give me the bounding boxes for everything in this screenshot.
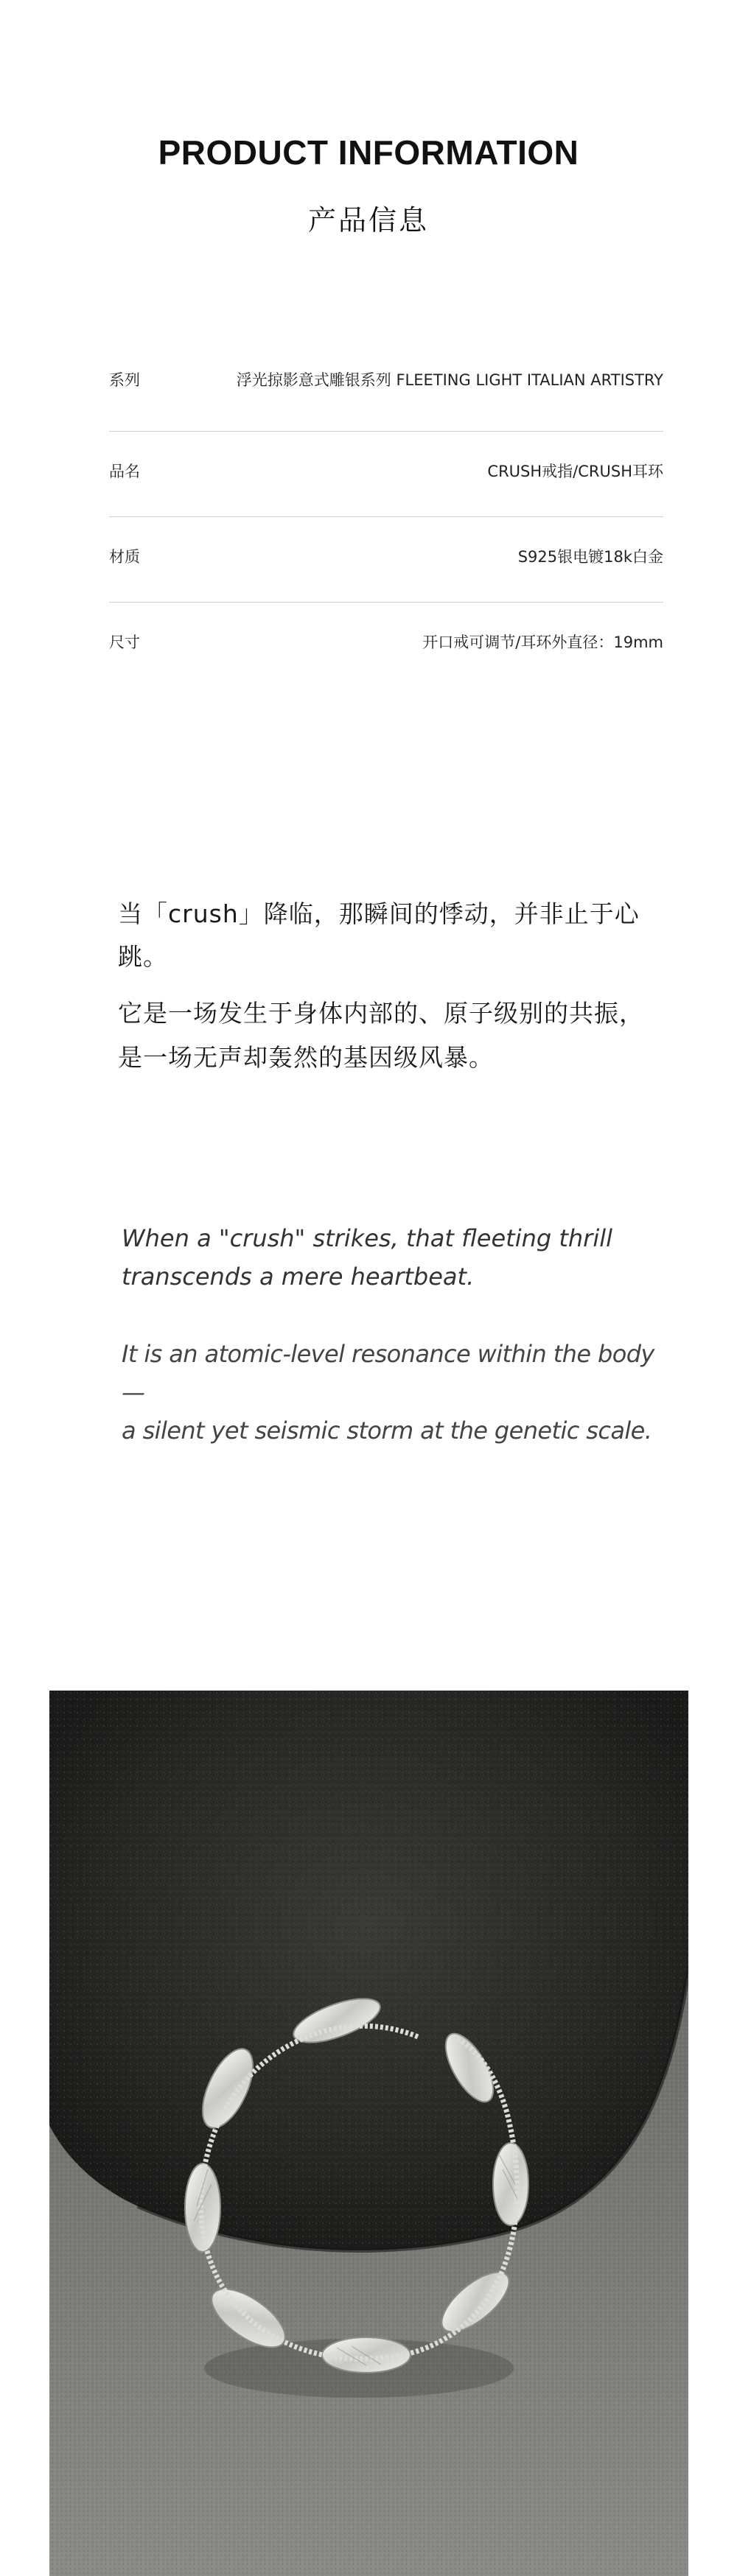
copy-en-line: It is an atomic-level resonance within the body—: [122, 1340, 654, 1406]
copy-en-line: a silent yet seismic storm at the genetic scale.: [122, 1417, 652, 1445]
spec-label: 尺寸: [109, 634, 140, 651]
copy-zh-paragraph-2: [118, 992, 663, 1079]
spec-label: 材质: [109, 548, 140, 566]
copy-zh-paragraph-1: [118, 893, 663, 978]
spec-label: 品名: [109, 463, 140, 480]
product-photo: [49, 1691, 688, 2576]
spec-row-series: [109, 346, 663, 432]
page-title-zh: 产品信息: [307, 204, 429, 236]
spec-table: [109, 346, 663, 687]
copy-en-paragraph-2: [122, 1335, 667, 1450]
spec-label: 系列: [109, 371, 140, 389]
spec-row-name: [109, 432, 663, 517]
spec-row-material: [109, 517, 663, 603]
copy-en-line: When a "crush" strikes, that fleeting thrill: [122, 1224, 612, 1252]
spec-value: 开口戒可调节/耳环外直径：19mm: [422, 634, 663, 651]
spec-value: 浮光掠影意式雕银系列 FLEETING LIGHT ITALIAN ARTISTRY: [236, 371, 663, 389]
spec-value: CRUSH戒指/CRUSH耳环: [487, 463, 663, 480]
copy-zh-line: 是一场无声却轰然的基因级风暴。: [118, 1043, 494, 1072]
spec-value: S925银电镀18k白金: [517, 548, 663, 566]
copy-en-line: transcends a mere heartbeat.: [122, 1263, 475, 1291]
copy-zh-line: 当「crush」降临，那瞬间的悸动，并非止于心跳。: [118, 899, 640, 971]
copy-en-paragraph-1: [122, 1219, 667, 1296]
page-title-en: PRODUCT INFORMATION: [158, 133, 579, 172]
copy-zh-line: 它是一场发生于身体内部的、原子级别的共振，: [118, 999, 644, 1028]
spec-row-size: [109, 603, 663, 687]
